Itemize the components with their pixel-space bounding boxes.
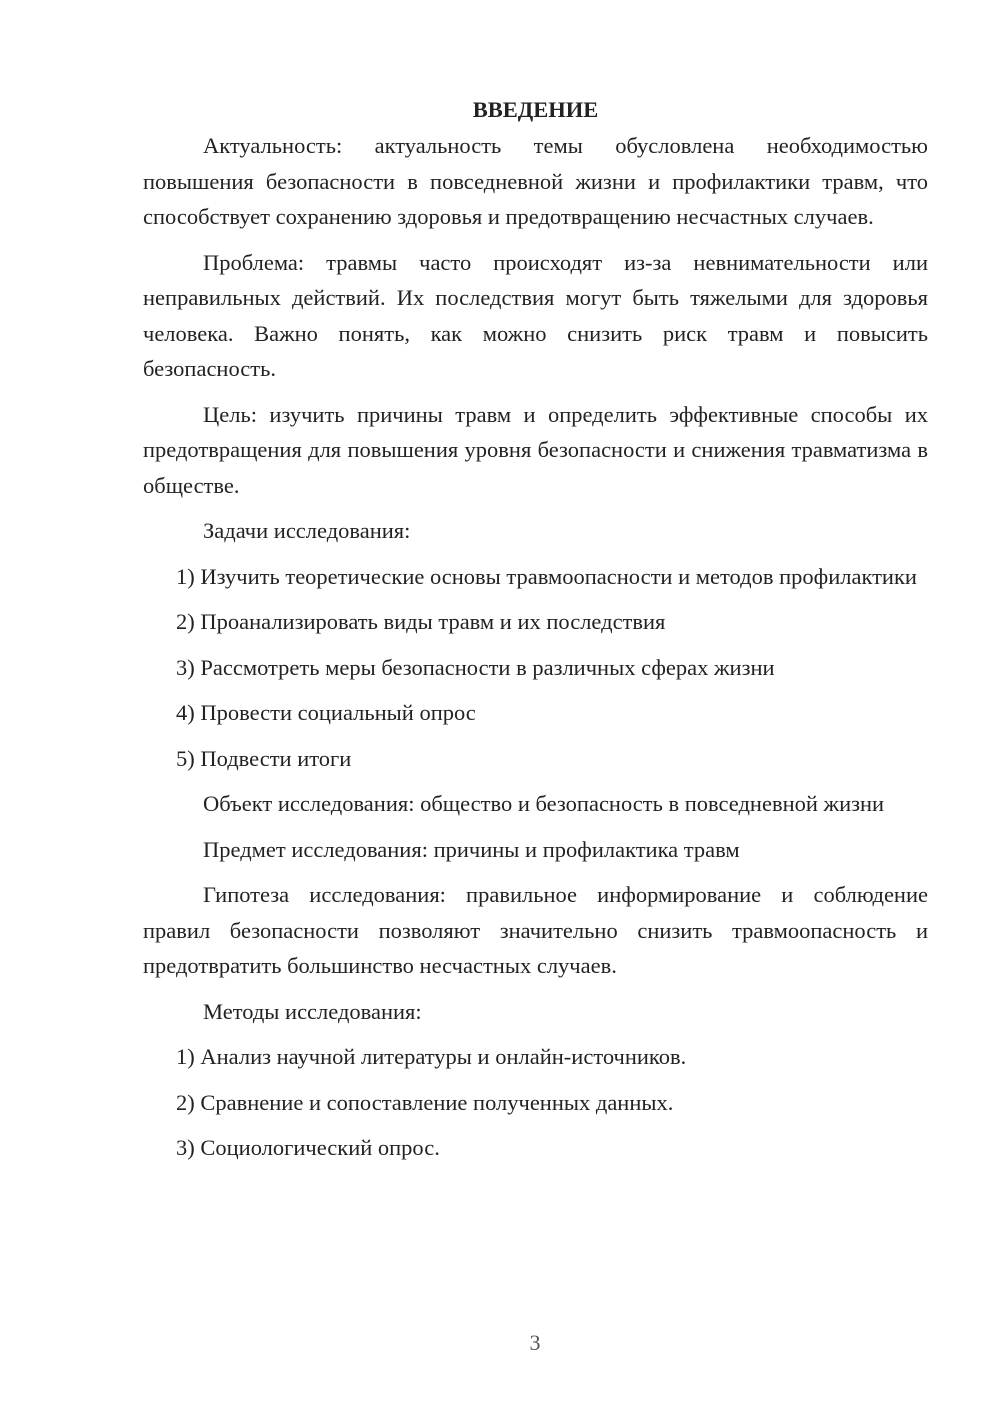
methods-list: [143, 1039, 928, 1166]
list-item: 1) Изучить теоретические основы травмоопасности и методов профилактики: [176, 563, 917, 589]
page-number: 3: [529, 1330, 541, 1355]
paragraph-methods-title: Методы исследования:: [203, 998, 422, 1024]
list-item: 2) Сравнение и сопоставление полученных данных.: [176, 1089, 674, 1115]
paragraph-hypothesis: Гипотеза исследования: правильное информирование и соблюдение правил безопасности позволяют значительно снизить травмоопасность и предотвратить большинство несчастных случаев.: [143, 882, 928, 978]
tasks-list: [143, 559, 928, 777]
paragraph-goal: Цель: изучить причины травм и определить эффективные способы их предотвращения для повышения уровня безопасности и снижения травматизма в обществе.: [143, 401, 928, 498]
paragraph-tasks-title: Задачи исследования:: [203, 518, 411, 543]
list-item: 5) Подвести итоги: [176, 745, 352, 771]
list-item: 3) Социологический опрос.: [176, 1135, 440, 1160]
list-item: 4) Провести социальный опрос: [176, 700, 476, 725]
list-item: 2) Проанализировать виды травм и их последствия: [176, 609, 666, 634]
list-item: 3) Рассмотреть меры безопасности в различных сферах жизни: [176, 654, 775, 680]
paragraph-relevance: Актуальность: актуальность темы обусловлена необходимостью повышения безопасности в повседневной жизни и профилактики травм, что способствует сохранению здоровья и предотвращению несчастных случаев.: [143, 133, 928, 229]
section-heading: ВВЕДЕНИЕ: [472, 97, 599, 122]
paragraph-subject: Предмет исследования: причины и профилактика травм: [203, 836, 740, 862]
page-content: [143, 92, 928, 1166]
paragraph-problem: Проблема: травмы часто происходят из-за невнимательности или неправильных действий. Их последствия могут быть тяжелыми для здоровья человека. Важно понять, как можно снизить риск травм и повысить безопасность.: [143, 249, 928, 381]
list-item: 1) Анализ научной литературы и онлайн-источников.: [176, 1044, 687, 1069]
paragraph-object: Объект исследования: общество и безопасность в повседневной жизни: [203, 791, 885, 816]
